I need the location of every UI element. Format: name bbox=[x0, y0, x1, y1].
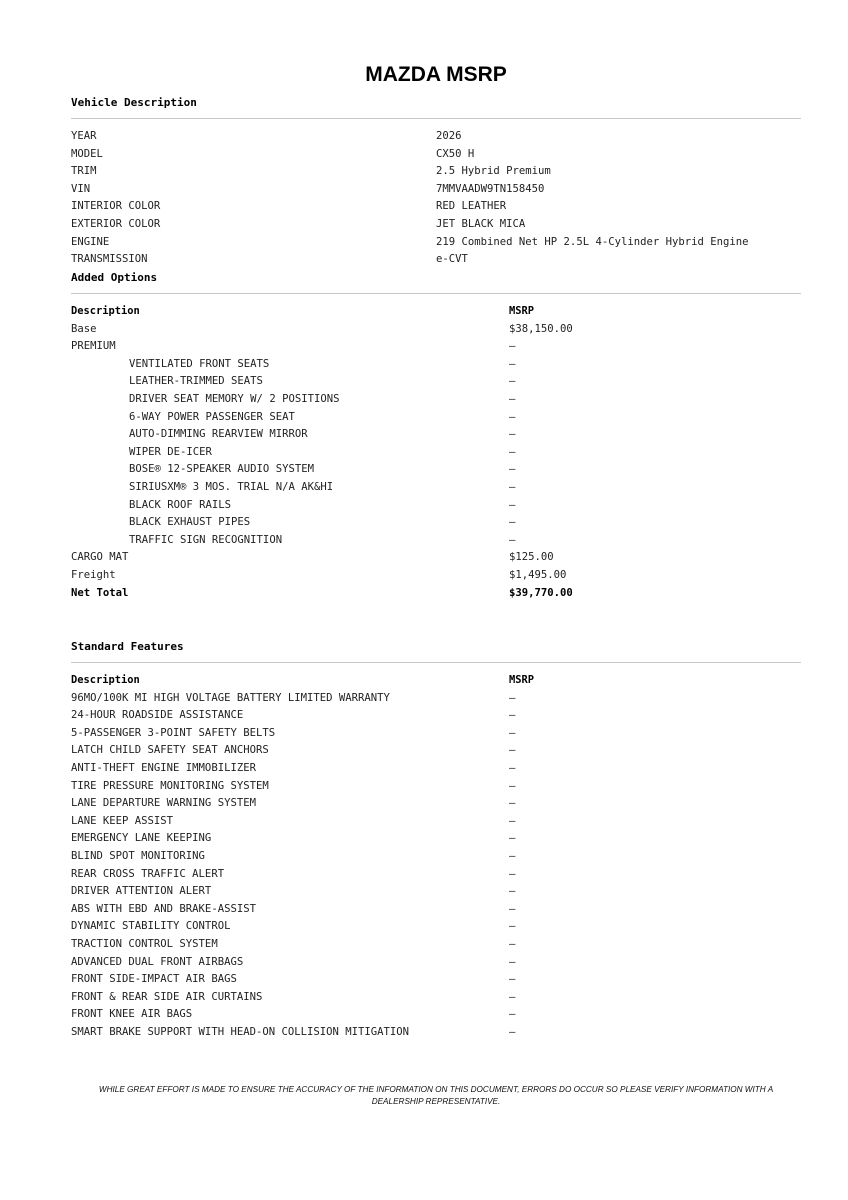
feature-description: REAR CROSS TRAFFIC ALERT bbox=[71, 867, 225, 880]
vehicle-row-label: VIN bbox=[71, 182, 91, 195]
vehicle-row-engine bbox=[71, 234, 848, 252]
option-description: TRAFFIC SIGN RECOGNITION bbox=[129, 533, 283, 546]
option-description: AUTO-DIMMING REARVIEW MIRROR bbox=[129, 428, 308, 441]
option-msrp: $38,150.00 bbox=[509, 322, 573, 335]
vehicle-row-value: RED LEATHER bbox=[436, 200, 507, 213]
option-description: LEATHER-TRIMMED SEATS bbox=[129, 375, 263, 388]
feature-description: TRACTION CONTROL SYSTEM bbox=[71, 937, 218, 950]
table-row bbox=[71, 813, 848, 831]
feature-description: ABS WITH EBD AND BRAKE-ASSIST bbox=[71, 902, 256, 915]
feature-msrp: — bbox=[509, 920, 516, 933]
feature-msrp: — bbox=[509, 1025, 516, 1038]
option-msrp: — bbox=[509, 410, 516, 423]
feature-description: DRIVER ATTENTION ALERT bbox=[71, 885, 212, 898]
vehicle-row-value: 219 Combined Net HP 2.5L 4-Cylinder Hybrid Engine bbox=[436, 235, 749, 248]
option-msrp: — bbox=[509, 428, 516, 441]
page-title: MAZDA MSRP bbox=[365, 63, 507, 86]
option-msrp: — bbox=[509, 340, 516, 353]
option-description: 6-WAY POWER PASSENGER SEAT bbox=[129, 410, 295, 423]
feature-msrp: — bbox=[509, 744, 516, 757]
vehicle-row-vin bbox=[71, 181, 848, 199]
table-row bbox=[71, 742, 848, 760]
column-header-msrp: MSRP bbox=[509, 674, 535, 686]
table-row bbox=[71, 830, 848, 848]
table-header bbox=[71, 672, 848, 690]
table-row bbox=[71, 760, 848, 778]
option-description: CARGO MAT bbox=[71, 551, 129, 564]
vehicle-row-interior-color bbox=[71, 198, 848, 216]
feature-description: LANE DEPARTURE WARNING SYSTEM bbox=[71, 797, 256, 810]
option-msrp: $125.00 bbox=[509, 551, 554, 564]
vehicle-row-transmission bbox=[71, 251, 848, 269]
option-msrp: — bbox=[509, 480, 516, 493]
table-row bbox=[71, 532, 848, 550]
option-msrp: — bbox=[509, 516, 516, 529]
vehicle-row-value: JET BLACK MICA bbox=[436, 217, 526, 230]
table-row bbox=[71, 409, 848, 427]
feature-msrp: — bbox=[509, 902, 516, 915]
feature-description: FRONT SIDE-IMPACT AIR BAGS bbox=[71, 973, 237, 986]
feature-msrp: — bbox=[509, 849, 516, 862]
table-row bbox=[71, 778, 848, 796]
table-row bbox=[71, 479, 848, 497]
standard-features-heading: Standard Features bbox=[71, 640, 184, 653]
feature-msrp: — bbox=[509, 885, 516, 898]
table-row bbox=[71, 883, 848, 901]
vehicle-row-value: e-CVT bbox=[436, 253, 468, 266]
option-msrp: — bbox=[509, 463, 516, 476]
vehicle-description-divider bbox=[71, 118, 801, 119]
feature-msrp: — bbox=[509, 709, 516, 722]
option-msrp: — bbox=[509, 498, 516, 511]
feature-description: 5-PASSENGER 3-POINT SAFETY BELTS bbox=[71, 726, 276, 739]
standard-features-table bbox=[71, 672, 848, 1041]
option-description: BLACK EXHAUST PIPES bbox=[129, 516, 251, 529]
table-row bbox=[71, 918, 848, 936]
table-row bbox=[71, 356, 848, 374]
feature-msrp: — bbox=[509, 832, 516, 845]
feature-description: SMART BRAKE SUPPORT WITH HEAD-ON COLLISION MITIGATION bbox=[71, 1025, 410, 1038]
feature-msrp: — bbox=[509, 726, 516, 739]
vehicle-row-model bbox=[71, 146, 848, 164]
vehicle-row-value: 2.5 Hybrid Premium bbox=[436, 165, 551, 178]
feature-description: ADVANCED DUAL FRONT AIRBAGS bbox=[71, 955, 244, 968]
column-header-description: Description bbox=[71, 305, 140, 317]
option-msrp: — bbox=[509, 392, 516, 405]
table-row bbox=[71, 514, 848, 532]
vehicle-row-label: TRANSMISSION bbox=[71, 253, 148, 266]
table-row bbox=[71, 321, 848, 339]
feature-msrp: — bbox=[509, 691, 516, 704]
vehicle-row-label: MODEL bbox=[71, 147, 103, 160]
feature-msrp: — bbox=[509, 973, 516, 986]
table-row bbox=[71, 1024, 848, 1042]
table-row bbox=[71, 989, 848, 1007]
option-description: BOSE® 12-SPEAKER AUDIO SYSTEM bbox=[129, 463, 314, 476]
table-row bbox=[71, 549, 848, 567]
net-total-value: $39,770.00 bbox=[509, 586, 573, 599]
column-header-msrp: MSRP bbox=[509, 305, 535, 317]
feature-description: DYNAMIC STABILITY CONTROL bbox=[71, 920, 231, 933]
net-total-row bbox=[71, 585, 848, 603]
table-row bbox=[71, 866, 848, 884]
table-row bbox=[71, 901, 848, 919]
standard-features-divider bbox=[71, 662, 801, 663]
table-row bbox=[71, 936, 848, 954]
feature-msrp: — bbox=[509, 990, 516, 1003]
option-description: Base bbox=[71, 322, 97, 335]
feature-description: ANTI-THEFT ENGINE IMMOBILIZER bbox=[71, 761, 256, 774]
feature-msrp: — bbox=[509, 1008, 516, 1021]
disclaimer-text: WHILE GREAT EFFORT IS MADE TO ENSURE THE ACCURACY OF THE INFORMATION ON THIS DOCUMENT, ERRORS DO OCCUR SO PLEASE VERIFY INFORMATION WITH A DEALERSHIP REPRESENTATIVE. bbox=[98, 1085, 774, 1106]
vehicle-row-year bbox=[71, 128, 848, 146]
feature-description: FRONT KNEE AIR BAGS bbox=[71, 1008, 193, 1021]
feature-msrp: — bbox=[509, 779, 516, 792]
feature-msrp: — bbox=[509, 867, 516, 880]
table-row bbox=[71, 373, 848, 391]
table-row bbox=[71, 954, 848, 972]
table-row bbox=[71, 391, 848, 409]
option-description: VENTILATED FRONT SEATS bbox=[129, 357, 270, 370]
option-msrp: — bbox=[509, 445, 516, 458]
added-options-divider bbox=[71, 293, 801, 294]
table-row bbox=[71, 567, 848, 585]
vehicle-row-value: 7MMVAADW9TN158450 bbox=[436, 182, 545, 195]
table-row bbox=[71, 1006, 848, 1024]
table-row bbox=[71, 971, 848, 989]
vehicle-description-list bbox=[71, 128, 848, 269]
feature-description: FRONT & REAR SIDE AIR CURTAINS bbox=[71, 990, 263, 1003]
option-description: WIPER DE-ICER bbox=[129, 445, 212, 458]
feature-msrp: — bbox=[509, 797, 516, 810]
feature-description: BLIND SPOT MONITORING bbox=[71, 849, 205, 862]
table-row bbox=[71, 725, 848, 743]
table-row bbox=[71, 497, 848, 515]
feature-msrp: — bbox=[509, 955, 516, 968]
option-description: PREMIUM bbox=[71, 340, 116, 353]
option-description: DRIVER SEAT MEMORY W/ 2 POSITIONS bbox=[129, 392, 340, 405]
feature-description: 24-HOUR ROADSIDE ASSISTANCE bbox=[71, 709, 244, 722]
option-description: Freight bbox=[71, 568, 116, 581]
added-options-heading: Added Options bbox=[71, 271, 158, 284]
vehicle-row-label: INTERIOR COLOR bbox=[71, 200, 161, 213]
feature-description: 96MO/100K MI HIGH VOLTAGE BATTERY LIMITED WARRANTY bbox=[71, 691, 390, 704]
table-row bbox=[71, 338, 848, 356]
option-msrp: — bbox=[509, 533, 516, 546]
vehicle-description-heading: Vehicle Description bbox=[71, 96, 197, 109]
feature-description: EMERGENCY LANE KEEPING bbox=[71, 832, 212, 845]
vehicle-row-label: ENGINE bbox=[71, 235, 110, 248]
feature-description: LANE KEEP ASSIST bbox=[71, 814, 174, 827]
vehicle-row-value: 2026 bbox=[436, 130, 462, 142]
net-total-label: Net Total bbox=[71, 586, 129, 599]
vehicle-row-label: YEAR bbox=[71, 130, 97, 142]
option-description: SIRIUSXM® 3 MOS. TRIAL N/A AK&HI bbox=[129, 480, 334, 493]
column-header-description: Description bbox=[71, 674, 140, 686]
feature-description: LATCH CHILD SAFETY SEAT ANCHORS bbox=[71, 744, 269, 757]
vehicle-row-exterior-color bbox=[71, 216, 848, 234]
option-msrp: — bbox=[509, 375, 516, 388]
table-row bbox=[71, 461, 848, 479]
table-row bbox=[71, 795, 848, 813]
table-header bbox=[71, 303, 848, 321]
table-row bbox=[71, 848, 848, 866]
feature-description: TIRE PRESSURE MONITORING SYSTEM bbox=[71, 779, 269, 792]
table-row bbox=[71, 707, 848, 725]
feature-msrp: — bbox=[509, 937, 516, 950]
vehicle-row-label: EXTERIOR COLOR bbox=[71, 217, 161, 230]
table-row bbox=[71, 690, 848, 708]
vehicle-row-label: TRIM bbox=[71, 165, 97, 178]
vehicle-row-trim bbox=[71, 163, 848, 181]
feature-msrp: — bbox=[509, 814, 516, 827]
vehicle-row-value: CX50 H bbox=[436, 147, 475, 160]
feature-msrp: — bbox=[509, 761, 516, 774]
table-row bbox=[71, 444, 848, 462]
option-msrp: $1,495.00 bbox=[509, 568, 567, 581]
added-options-table bbox=[71, 303, 848, 602]
option-msrp: — bbox=[509, 357, 516, 370]
option-description: BLACK ROOF RAILS bbox=[129, 498, 232, 511]
table-row bbox=[71, 426, 848, 444]
